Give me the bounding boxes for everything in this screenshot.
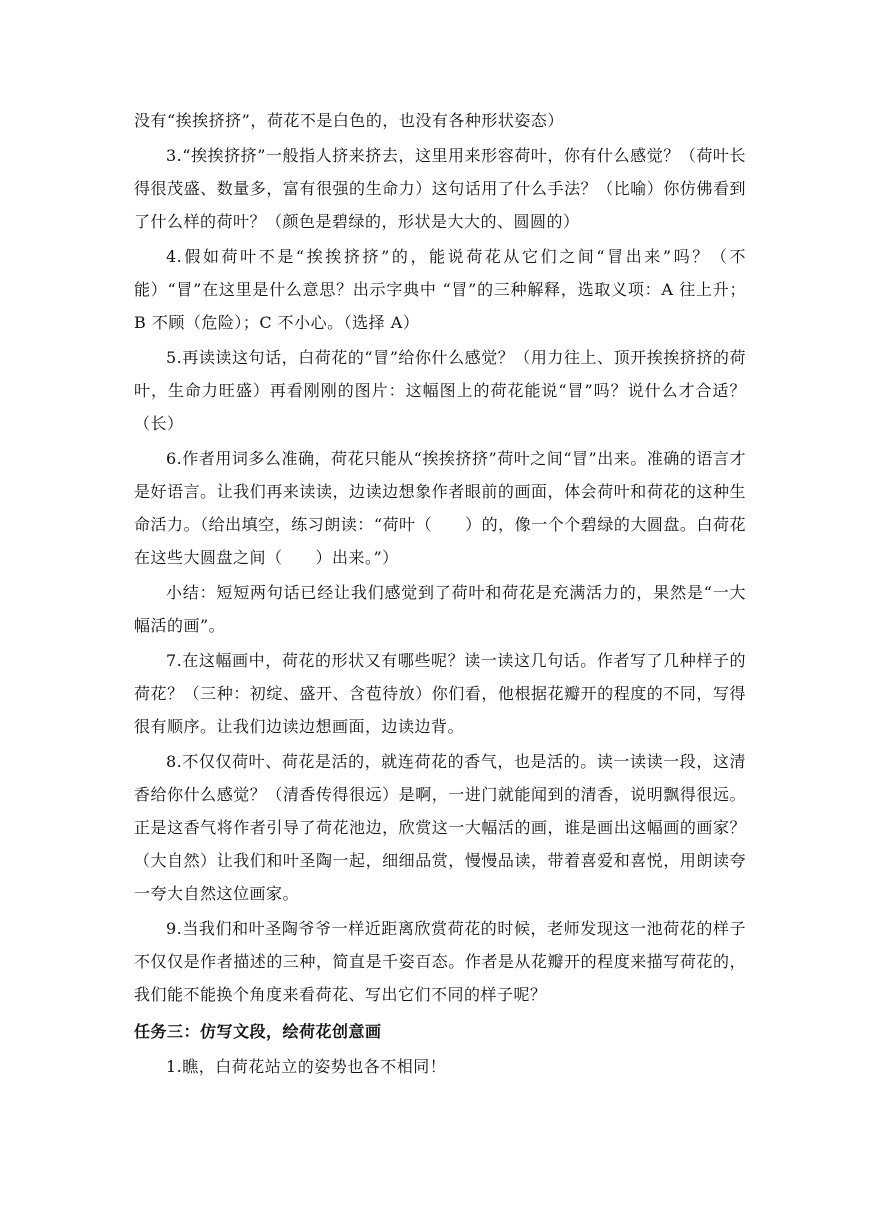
paragraph-item-3: 3.“挨挨挤挤”一般指人挤来挤去，这里用来形容荷叶，你有什么感觉？（荷叶长得很茂盛、数量多，富有很强的生命力）这句话用了什么手法？（比喻）你仿佛看到了什么样的荷叶？（颜色是碧绿的，形状是大大的、圆圆的） (134, 146, 746, 231)
paragraph-item-5: 5.再读读这句话，白荷花的“冒”给你什么感觉？（用力往上、顶开挨挨挤挤的荷叶，生命力旺盛）再看刚刚的图片：这幅图上的荷花能说“冒”吗？说什么才合适？（长） (134, 348, 746, 433)
paragraph-item-9: 9.当我们和叶圣陶爷爷一样近距离欣赏荷花的时候，老师发现这一池荷花的样子不仅仅是作者描述的三种，简直是千姿百态。作者是从花瓣开的程度来描写荷花的，我们能不能换个角度来看荷花、写出它们不同的样子呢？ (134, 919, 746, 1004)
paragraph-task-3-item-1: 1.瞧，白荷花站立的姿势也各不相同！ (166, 1057, 447, 1076)
paragraph-item-7: 7.在这幅画中，荷花的形状又有哪些呢？读一读这几句话。作者写了几种样子的荷花？（三种：初绽、盛开、含苞待放）你们看，他根据花瓣开的程度的不同，写得很有顺序。让我们边读边想画面，边读边背。 (134, 651, 746, 736)
paragraph-item-8: 8.不仅仅荷叶、荷花是活的，就连荷花的香气，也是活的。读一读读一段，这清香给你什么感觉？（清香传得很远）是啊，一进门就能闻到的清香，说明飘得很远。正是这香气将作者引导了荷花池边，欣赏这一大幅活的画，谁是画出这幅画的画家？（大自然）让我们和叶圣陶一起，细细品赏，慢慢品读，带着喜爱和喜悦，用朗读夸一夸大自然这位画家。 (134, 752, 746, 903)
paragraph-item-6: 6.作者用词多么准确，荷花只能从“挨挨挤挤”荷叶之间“冒”出来。准确的语言才是好语言。让我们再来读读，边读边想象作者眼前的画面，体会荷叶和荷花的这种生命活力。（给出填空，练习朗读：“荷叶（ ）的，像一个个碧绿的大圆盘。白荷花在这些大圆盘之间（ ）出来。”） (134, 449, 746, 567)
paragraph-continuation: 没有“挨挨挤挤”，荷花不是白色的，也没有各种形状姿态） (134, 111, 564, 130)
paragraph-item-4: 4.假如荷叶不是“挨挨挤挤”的，能说荷花从它们之间“冒出来”吗？（不能）“冒”在这里是什么意思？出示字典中 “冒”的三种解释，选取义项：A 往上升；B 不顾（危险）；C 不小心。（选择 A） (134, 247, 746, 332)
section-heading-task-3: 任务三：仿写文段，绘荷花创意画 (134, 1022, 382, 1041)
paragraph-summary: 小结：短短两句话已经让我们感觉到了荷叶和荷花是充满活力的，果然是“一大幅活的画”。 (134, 583, 746, 635)
document-body (134, 104, 746, 1083)
